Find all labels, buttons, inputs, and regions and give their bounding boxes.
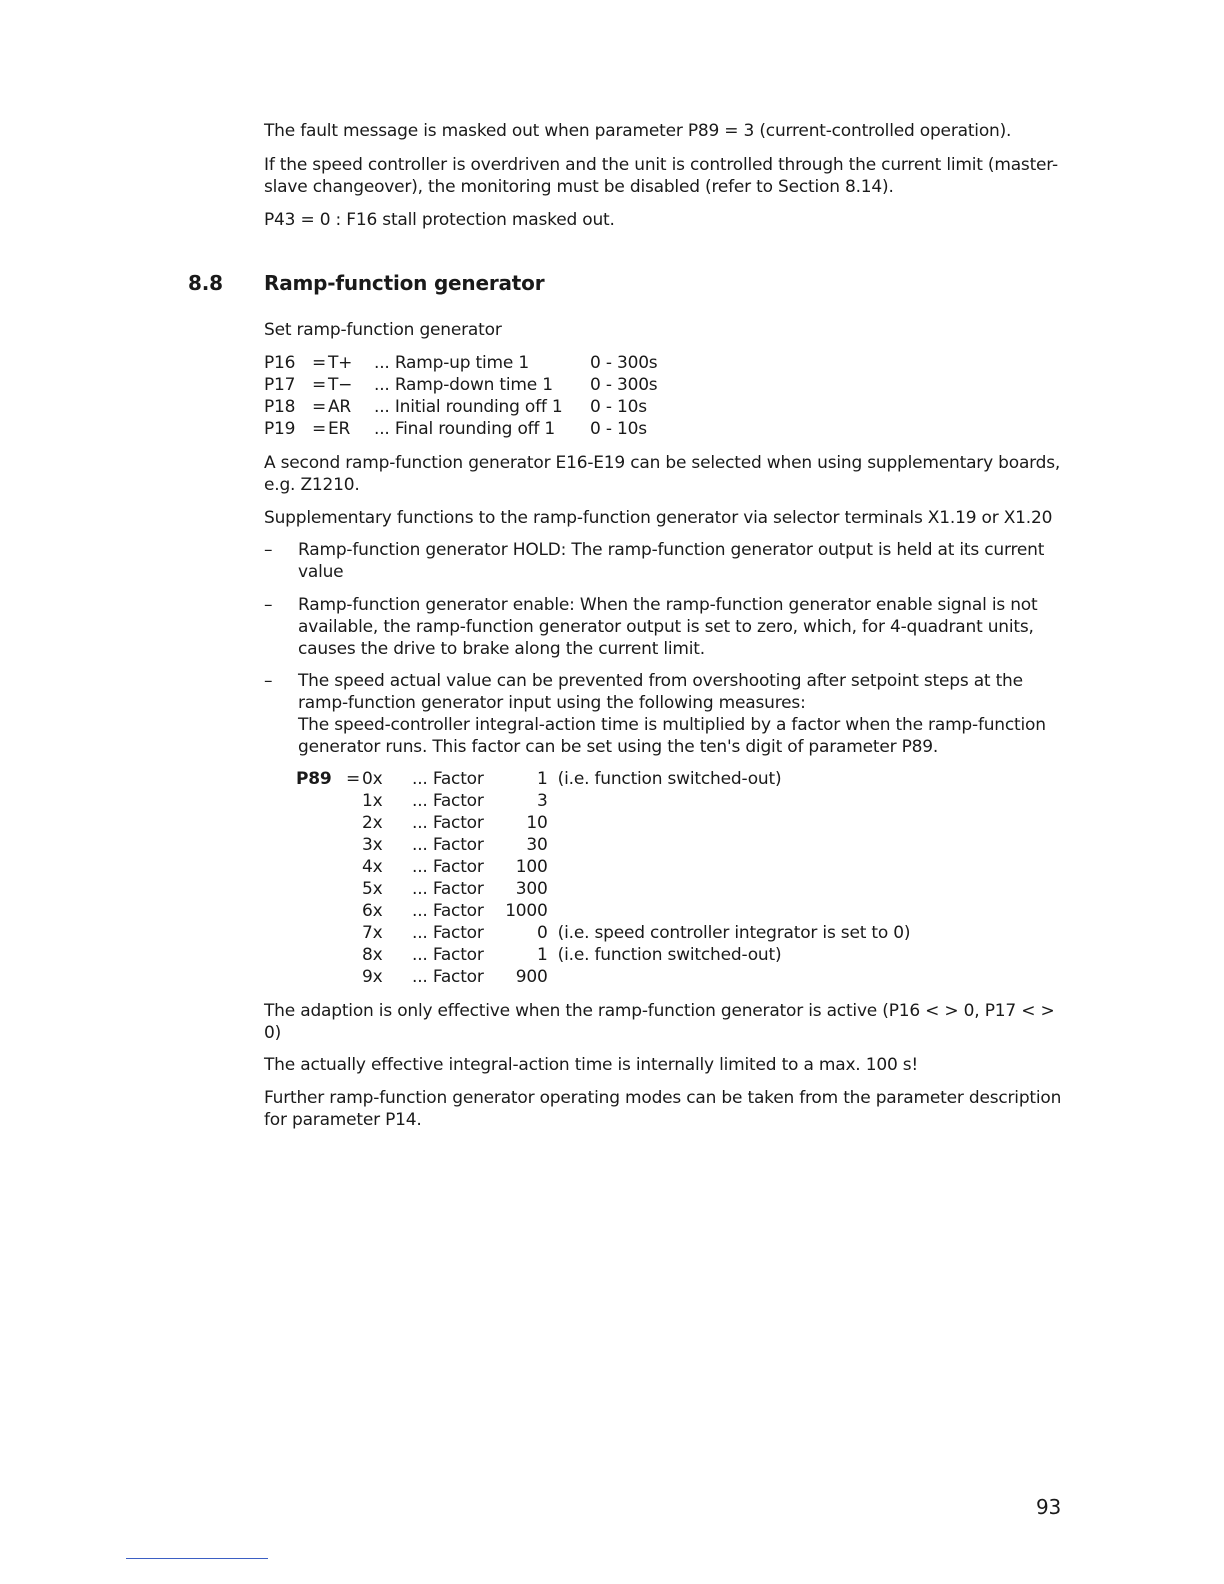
param-symbol: ER xyxy=(328,419,351,439)
factor-code: 3x xyxy=(362,835,383,855)
factor-row xyxy=(296,922,918,944)
factor-word: ... Factor xyxy=(412,857,484,877)
param-id: P16 xyxy=(264,353,296,373)
factor-note xyxy=(558,856,918,878)
bullet-text: Ramp-function generator HOLD: The ramp-function generator output is held at its current value xyxy=(298,540,1045,582)
factor-value: 3 xyxy=(537,791,548,811)
param-symbol: T+ xyxy=(328,353,353,373)
factor-word: ... Factor xyxy=(412,879,484,899)
factor-value: 100 xyxy=(515,857,548,877)
param-description: ... Final rounding off 1 xyxy=(374,419,556,439)
factor-code: 9x xyxy=(362,967,383,987)
p89-factor-table xyxy=(296,768,918,988)
factor-row xyxy=(296,900,918,922)
paragraph-supplementary: Supplementary functions to the ramp-function generator via selector terminals X1.19 or X1.20 xyxy=(264,508,1053,528)
factor-code: 6x xyxy=(362,901,383,921)
param-row xyxy=(264,352,670,374)
factor-word: ... Factor xyxy=(412,769,484,789)
factor-row xyxy=(296,790,918,812)
factor-row xyxy=(296,856,918,878)
paragraph-adaption: The adaption is only effective when the ramp-function generator is active (P16 < > 0, P17 < > 0) xyxy=(264,1001,1055,1043)
factor-value: 1 xyxy=(537,769,548,789)
param-range: 0 - 300s xyxy=(590,353,658,373)
factor-note: (i.e. function switched-out) xyxy=(557,769,782,789)
factor-value: 10 xyxy=(526,813,548,833)
factor-row xyxy=(296,812,918,834)
factor-row xyxy=(296,834,918,856)
bullet-dash: – xyxy=(264,595,273,615)
param-range: 0 - 300s xyxy=(590,375,658,395)
factor-note xyxy=(558,878,918,900)
bullet-text-continued: The speed-controller integral-action time is multiplied by a factor when the ramp-function generator runs. This factor can be set using the ten's digit of parameter P89. xyxy=(298,715,1046,757)
param-id: P17 xyxy=(264,375,296,395)
factor-code: 5x xyxy=(362,879,383,899)
param-symbol: T− xyxy=(328,375,353,395)
factor-code: 4x xyxy=(362,857,383,877)
factor-code: 2x xyxy=(362,813,383,833)
param-id: P19 xyxy=(264,419,296,439)
paragraph-fault-message: The fault message is masked out when parameter P89 = 3 (current-controlled operation). xyxy=(264,121,1012,141)
bullet-dash: – xyxy=(264,540,273,560)
factor-word: ... Factor xyxy=(412,835,484,855)
factor-word: ... Factor xyxy=(412,813,484,833)
set-rfg-label: Set ramp-function generator xyxy=(264,320,502,340)
param-eq: = xyxy=(312,397,327,417)
factor-row xyxy=(296,878,918,900)
param-row xyxy=(264,374,670,396)
paragraph-second-rfg: A second ramp-function generator E16-E19 can be selected when using supplementary boards, e.g. Z1210. xyxy=(264,453,1061,495)
paragraph-p43: P43 = 0 : F16 stall protection masked out. xyxy=(264,210,615,230)
factor-row xyxy=(296,966,918,988)
param-id: P18 xyxy=(264,397,296,417)
page-number: 93 xyxy=(1036,1495,1062,1519)
param-description: ... Ramp-up time 1 xyxy=(374,353,529,373)
param-eq: = xyxy=(312,353,327,373)
param-range: 0 - 10s xyxy=(590,419,647,439)
section-title: Ramp-function generator xyxy=(264,271,545,295)
section-number: 8.8 xyxy=(188,271,223,295)
factor-value: 30 xyxy=(526,835,548,855)
factor-value: 1 xyxy=(537,945,548,965)
param-row xyxy=(264,396,670,418)
factor-value: 1000 xyxy=(505,901,548,921)
factor-note: (i.e. speed controller integrator is set to 0) xyxy=(557,923,911,943)
factor-value: 0 xyxy=(537,923,548,943)
factor-value: 300 xyxy=(515,879,548,899)
factor-note xyxy=(558,966,918,988)
param-eq: = xyxy=(312,419,327,439)
factor-note xyxy=(558,834,918,856)
factor-note xyxy=(558,900,918,922)
bullet-text: The speed actual value can be prevented from overshooting after setpoint steps at the ramp-function generator input using the following measures: xyxy=(298,671,1023,713)
factor-note xyxy=(558,790,918,812)
factor-eq: = xyxy=(346,769,361,789)
paragraph-further: Further ramp-function generator operating modes can be taken from the parameter description for parameter P14. xyxy=(264,1088,1062,1130)
factor-code: 7x xyxy=(362,923,383,943)
param-symbol: AR xyxy=(328,397,352,417)
param-eq: = xyxy=(312,375,327,395)
param-description: ... Initial rounding off 1 xyxy=(374,397,563,417)
ramp-parameter-table xyxy=(264,352,670,440)
param-row xyxy=(264,418,670,440)
factor-code: 0x xyxy=(362,769,383,789)
factor-note: (i.e. function switched-out) xyxy=(557,945,782,965)
bullet-text: Ramp-function generator enable: When the ramp-function generator enable signal is not available, the ramp-function generator output is set to zero, which, for 4-quadrant units, causes the drive to brake along the current limit. xyxy=(298,595,1038,659)
factor-row xyxy=(296,944,918,966)
factor-code: 1x xyxy=(362,791,383,811)
factor-param-label: P89 xyxy=(296,769,332,789)
param-description: ... Ramp-down time 1 xyxy=(374,375,553,395)
factor-word: ... Factor xyxy=(412,945,484,965)
factor-word: ... Factor xyxy=(412,967,484,987)
footer-rule xyxy=(126,1558,268,1559)
factor-word: ... Factor xyxy=(412,923,484,943)
factor-note xyxy=(558,812,918,834)
factor-code: 8x xyxy=(362,945,383,965)
factor-word: ... Factor xyxy=(412,901,484,921)
factor-value: 900 xyxy=(515,967,548,987)
param-range: 0 - 10s xyxy=(590,397,647,417)
bullet-dash: – xyxy=(264,671,273,691)
factor-row xyxy=(296,768,918,790)
paragraph-speed-controller: If the speed controller is overdriven and the unit is controlled through the current limit (master-slave changeover), the monitoring must be disabled (refer to Section 8.14). xyxy=(264,155,1058,197)
paragraph-limited: The actually effective integral-action time is internally limited to a max. 100 s! xyxy=(264,1055,919,1075)
factor-word: ... Factor xyxy=(412,791,484,811)
